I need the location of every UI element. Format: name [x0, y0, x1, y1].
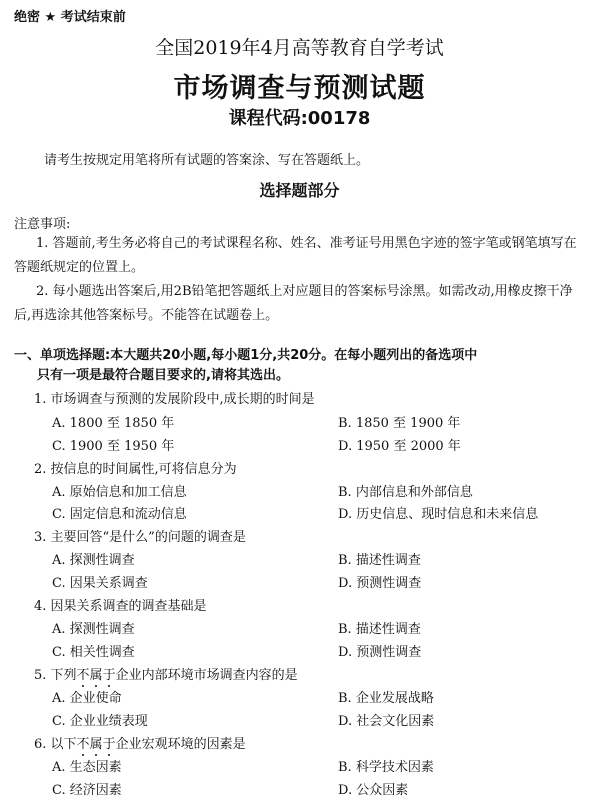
notes-heading: 注意事项:	[14, 217, 71, 232]
emphasis-not-belong	[77, 737, 116, 752]
option-d: D. 社会文化因素	[338, 714, 435, 729]
question-stem: 1. 市场调查与预测的发展阶段中,成长期的时间是	[34, 392, 315, 407]
option-a: A. 探测性调查	[52, 622, 135, 637]
option-a: A. 1800 至 1850 年	[52, 416, 175, 431]
stem-text: 企业宏观环境的因素是	[115, 737, 246, 752]
question-stem: 4. 因果关系调查的调查基础是	[34, 599, 207, 614]
emphasis-char: 属	[89, 737, 103, 752]
emphasis-char: 不	[76, 668, 90, 683]
emphasis-char: 属	[89, 668, 103, 683]
option-a: A. 原始信息和加工信息	[52, 485, 187, 500]
option-c: C. 企业业绩表现	[52, 714, 148, 729]
exam-title: 全国2019年4月高等教育自学考试	[155, 37, 444, 59]
option-b: B. 描述性调查	[338, 553, 421, 568]
stem-text: 5. 下列	[34, 668, 77, 683]
question-stem: 3. 主要回答“是什么”的问题的调查是	[34, 530, 246, 545]
option-a: A. 探测性调查	[52, 553, 135, 568]
option-b: B. 企业发展战略	[338, 691, 434, 706]
option-d: D. 1950 至 2000 年	[338, 439, 461, 454]
section-title: 选择题部分	[259, 181, 340, 200]
option-d: D. 预测性调查	[338, 645, 422, 660]
stem-text: 6. 以下	[34, 737, 77, 752]
course-code: 课程代码:00178	[228, 108, 371, 129]
question-stem	[34, 664, 298, 683]
emphasis-char: 不	[76, 737, 90, 752]
emphasis-char: 于	[102, 668, 116, 683]
option-d: D. 预测性调查	[338, 576, 422, 591]
option-a: A. 生态因素	[52, 760, 122, 775]
option-b: B. 描述性调查	[338, 622, 421, 637]
question-stem: 2. 按信息的时间属性,可将信息分为	[34, 462, 237, 477]
emphasis-not-belong	[77, 668, 116, 683]
part-one-header	[14, 346, 589, 386]
secret-mark: 绝密 ★ 考试结束前	[14, 10, 126, 25]
option-c: C. 因果关系调查	[52, 576, 148, 591]
part-one-header-line2: 只有一项是最符合题目要求的,请将其选出。	[37, 368, 289, 383]
question-stem	[34, 733, 246, 752]
option-d: D. 公众因素	[338, 783, 409, 798]
option-a: A. 企业使命	[52, 691, 122, 706]
option-c: C. 固定信息和流动信息	[52, 507, 187, 522]
note-item: 1. 答题前,考生务必将自己的考试课程名称、姓名、准考证号用黑色字迹的签字笔或钢笔填写在答题纸规定的位置上。	[14, 236, 577, 275]
option-c: C. 经济因素	[52, 783, 122, 798]
option-b: B. 科学技术因素	[338, 760, 434, 775]
option-b: B. 内部信息和外部信息	[338, 485, 473, 500]
part-one-header-line1: 一、单项选择题:本大题共20小题,每小题1分,共20分。在每小题列出的备选项中	[14, 348, 478, 363]
option-c: C. 相关性调查	[52, 645, 135, 660]
stem-text: 企业内部环境市场调查内容的是	[115, 668, 298, 683]
subject-title: 市场调查与预测试题	[173, 73, 426, 104]
emphasis-char: 于	[102, 737, 116, 752]
answer-instruction: 请考生按规定用笔将所有试题的答案涂、写在答题纸上。	[44, 153, 370, 168]
option-c: C. 1900 至 1950 年	[52, 439, 175, 454]
option-b: B. 1850 至 1900 年	[338, 416, 461, 431]
option-d: D. 历史信息、现时信息和未来信息	[338, 507, 539, 522]
note-item: 2. 每小题选出答案后,用2B铅笔把答题纸上对应题目的答案标号涂黑。如需改动,用橡皮擦干净后,再选涂其他答案标号。不能答在试题卷上。	[14, 284, 573, 323]
